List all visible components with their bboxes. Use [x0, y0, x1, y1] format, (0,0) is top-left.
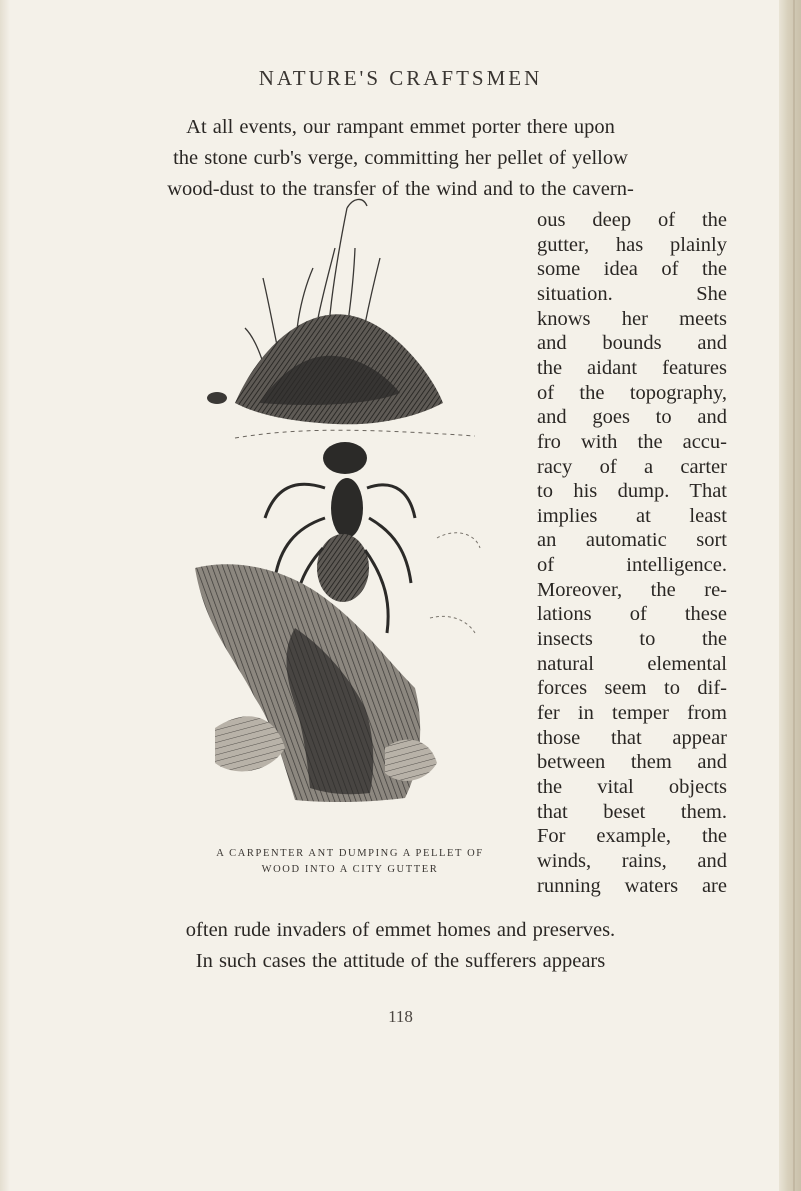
- column-text-line: natural elemental: [537, 652, 727, 675]
- column-text-line: Moreover, the re-: [537, 578, 727, 601]
- column-text-line: situation. She: [537, 282, 727, 305]
- column-text-line: and goes to and: [537, 406, 727, 429]
- column-text-line: of the topography,: [537, 381, 727, 404]
- column-text-line: insects to the: [537, 628, 727, 651]
- column-text-line: fer in temper from: [537, 702, 727, 724]
- ant-drawing: [175, 188, 525, 810]
- column-text-line: forces seem to dif-: [537, 677, 727, 700]
- column-text-line: of intelligence.: [537, 554, 727, 577]
- running-head: NATURE'S CRAFTSMEN: [258, 66, 543, 90]
- column-text-line: winds, rains, and: [537, 849, 727, 872]
- column-text-line: an automatic sort: [537, 529, 727, 552]
- column-text-line: that beset them.: [537, 800, 727, 823]
- column-text-line: ous deep of the: [537, 209, 727, 231]
- figure-caption-line: A CARPENTER ANT DUMPING A PELLET OF: [216, 848, 484, 859]
- column-text-line: running waters are: [537, 874, 727, 897]
- body-text-line: In such cases the attitude of the sufferers appears: [195, 950, 606, 972]
- column-text-line: those that appear: [537, 726, 727, 749]
- column-text-line: the aidant features: [537, 356, 727, 379]
- column-text-line: and bounds and: [537, 332, 727, 355]
- column-text-line: knows her meets: [537, 307, 727, 330]
- body-text-line: wood-dust to the transfer of the wind and to the cavern-: [167, 178, 634, 200]
- ant-illustration: [175, 188, 525, 810]
- column-text-line: implies at least: [537, 504, 727, 527]
- figure-caption-line: WOOD INTO A CITY GUTTER: [261, 864, 439, 875]
- column-text-line: the vital objects: [537, 775, 727, 798]
- column-text-line: For example, the: [537, 825, 727, 848]
- column-text-line: racy of a carter: [537, 455, 727, 478]
- body-text-line: often rude invaders of emmet homes and preserves.: [185, 919, 616, 941]
- column-text-line: gutter, has plainly: [537, 233, 727, 256]
- body-text-line: At all events, our rampant emmet porter there upon: [186, 116, 615, 138]
- column-text-line: between them and: [537, 751, 727, 774]
- column-text-line: to his dump. That: [537, 480, 727, 503]
- column-text-line: lations of these: [537, 603, 727, 626]
- column-text-line: some idea of the: [537, 258, 727, 281]
- column-text-line: fro with the accu-: [537, 430, 727, 453]
- page-number: 118: [388, 1007, 413, 1026]
- body-text-line: the stone curb's verge, committing her pellet of yellow: [173, 147, 628, 169]
